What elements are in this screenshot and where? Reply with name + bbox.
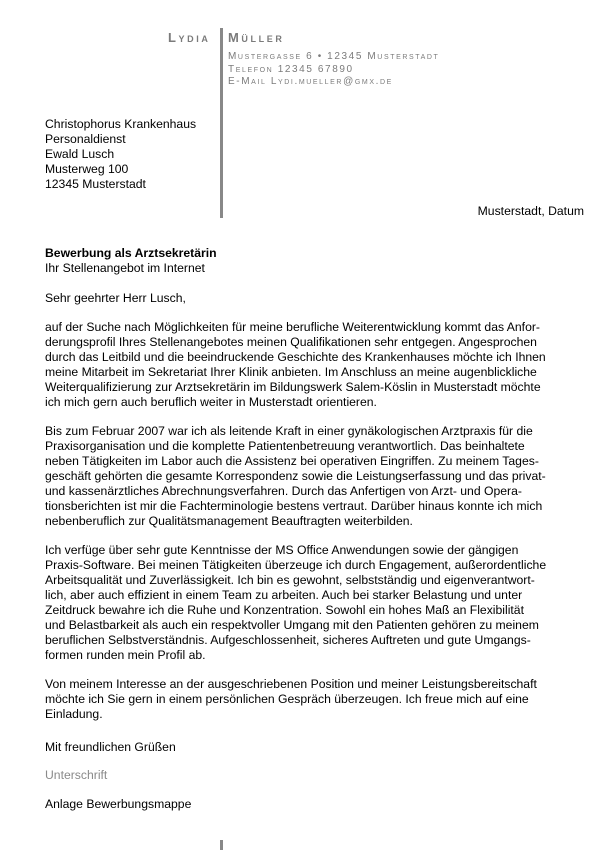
subject-subtitle: Ihr Stellenangebot im Internet bbox=[45, 261, 205, 275]
sender-phone: Telefon 12345 67890 bbox=[228, 63, 354, 75]
sender-last-name: Müller bbox=[228, 30, 285, 45]
recipient-address-block bbox=[45, 117, 196, 192]
body-paragraph: Ich verfüge über sehr gute Kenntnisse der MS Office Anwendungen sowie der gängigen Praxis-Software. Bei meinen Tätigkeiten überzeuge ich durch Engagement, außerordentliche Arbeitsqualität und Zuverlässigkeit. Ich bin es gewohnt, selbstständig und eigenverantwort- lich, aber auch effizient in einem Team zu arbeiten. Auch bei starker Belastung und unter Zeitdruck bewahre ich die Ruhe und Konzentration. Sowohl ein hohes Maß an Flexibilität und Belastbarkeit als auch ein respektvoller Umgang mit den Patienten gehören zu meinem beruflichen Selbstverständnis. Aufgeschlossenheit, sicheres Auftreten und gute Umgangs- formen runden mein Profil ab. bbox=[45, 543, 547, 662]
recipient-line: 12345 Musterstadt bbox=[45, 177, 146, 191]
place-date: Musterstadt, Datum bbox=[477, 204, 584, 218]
sender-address: Mustergasse 6 • 12345 Musterstadt bbox=[228, 51, 440, 62]
subject-block bbox=[45, 246, 217, 276]
closing-greeting: Mit freundlichen Grüßen bbox=[45, 740, 176, 754]
recipient-line: Ewald Lusch bbox=[45, 147, 115, 161]
signature-placeholder: Unterschrift bbox=[45, 768, 108, 782]
letter-body bbox=[45, 320, 570, 736]
salutation: Sehr geehrter Herr Lusch, bbox=[45, 291, 186, 305]
letterhead-divider-line bbox=[220, 28, 223, 218]
sender-contact-block bbox=[228, 51, 439, 89]
sender-email: E-Mail Lydi.mueller@gmx.de bbox=[228, 76, 393, 87]
body-paragraph: Von meinem Interesse an der ausgeschriebenen Position und meiner Leistungsbereitschaft möchte ich Sie gern in einem persönlichen Gespräch überzeugen. Ich freue mich auf eine Einladung. bbox=[45, 677, 537, 721]
sender-first-name: Lydia bbox=[168, 30, 211, 45]
body-paragraph: auf der Suche nach Möglichkeiten für meine berufliche Weiterentwicklung kommt das Anfor- derungsprofil Ihres Stellenangebotes meinen Qualifikationen sehr entgegen. Angesprochen durch das Leitbild und die beeindruckende Geschichte des Krankenhauses möchte ich Ihnen meine Mitarbeit im Sekretariat Ihrer Klinik anbieten. Im Anschluss an meine augenblickliche Weiterqualifizierung zur Arztsekretärin im Bildungswerk Salem-Köslin in Musterstadt möchte ich mich gern auch beruflich weiter in Musterstadt orientieren. bbox=[45, 320, 546, 409]
recipient-line: Musterweg 100 bbox=[45, 162, 129, 176]
recipient-line: Personaldienst bbox=[45, 132, 126, 146]
recipient-line: Christophorus Krankenhaus bbox=[45, 117, 197, 131]
body-paragraph: Bis zum Februar 2007 war ich als leitende Kraft in einer gynäkologischen Arztpraxis für die Praxisorganisation und die komplette Patientenbetreuung verantwortlich. Das beinhaltete neben Tätigkeiten im Labor auch die Assistenz bei operativen Eingriffen. Zu meinem Tages- geschäft gehörten die gesamte Korrespondenz sowie die Leistungserfassung und das privat- und kassenärztliches Abrechnungsverfahren. Durch das Anfertigen von Arzt- und Opera- tionsberichten ist mir die Fachterminologie bestens vertraut. Darüber hinaus konnte ich mich nebenberuflich zur Qualitätsmanagement Beauftragten weiterbilden. bbox=[45, 424, 546, 528]
footer-divider-line bbox=[220, 840, 223, 850]
subject-title: Bewerbung als Arztsekretärin bbox=[45, 246, 217, 260]
attachment-note: Anlage Bewerbungsmappe bbox=[45, 797, 192, 811]
